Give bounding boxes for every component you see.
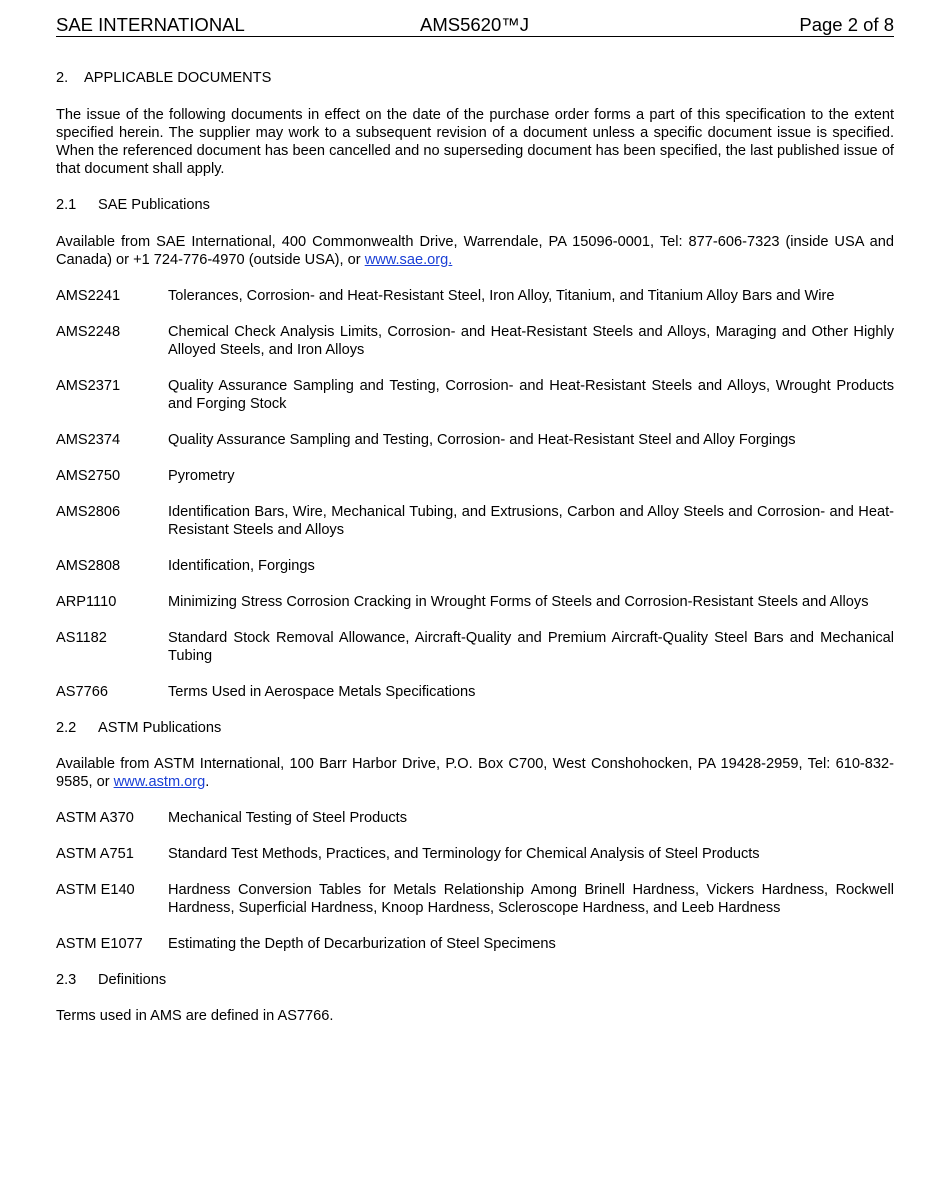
sae-link[interactable]: www.sae.org. xyxy=(364,252,453,268)
reference-code: AMS2374 xyxy=(56,432,121,448)
reference-item xyxy=(56,377,894,413)
definitions-text: Terms used in AMS are defined in AS7766. xyxy=(56,1008,334,1024)
section-title: APPLICABLE DOCUMENTS xyxy=(84,70,272,86)
reference-item xyxy=(56,503,894,539)
header-organization: SAE INTERNATIONAL xyxy=(56,14,245,35)
sae-availability-text: Available from SAE International, 400 Commonwealth Drive, Warrendale, PA 15096-0001, Tel: 877-606-7323 (inside USA and Canada) or +1 724-776-4970 (outside USA), or xyxy=(56,234,894,268)
reference-code: AS1182 xyxy=(56,630,107,646)
astm-heading xyxy=(56,719,894,737)
reference-item xyxy=(56,809,894,827)
reference-title: Standard Test Methods, Practices, and Terminology for Chemical Analysis of Steel Products xyxy=(168,846,760,862)
reference-title: Pyrometry xyxy=(168,468,235,484)
reference-item xyxy=(56,467,894,485)
definitions-number: 2.3 xyxy=(56,972,77,988)
sae-heading xyxy=(56,196,894,214)
reference-item xyxy=(56,287,894,305)
reference-title: Standard Stock Removal Allowance, Aircraft-Quality and Premium Aircraft-Quality Steel Bars and Mechanical Tubing xyxy=(168,630,894,664)
astm-number: 2.2 xyxy=(56,720,77,736)
sae-reference-list xyxy=(56,287,894,701)
astm-reference-list xyxy=(56,809,894,953)
reference-code: AMS2241 xyxy=(56,288,121,304)
reference-item xyxy=(56,845,894,863)
reference-title: Chemical Check Analysis Limits, Corrosion- and Heat-Resistant Steels and Alloys, Maraging and Other Highly Alloyed Steels, and Iron Alloys xyxy=(168,324,894,358)
reference-title: Terms Used in Aerospace Metals Specifications xyxy=(168,684,476,700)
reference-item xyxy=(56,683,894,701)
reference-title: Estimating the Depth of Decarburization of Steel Specimens xyxy=(168,936,556,952)
reference-code: ASTM A751 xyxy=(56,846,134,862)
reference-code: AMS2806 xyxy=(56,504,121,520)
sae-availability xyxy=(56,233,894,269)
reference-code: ASTM A370 xyxy=(56,810,134,826)
definitions-heading xyxy=(56,971,894,989)
astm-title: ASTM Publications xyxy=(98,720,222,736)
sae-title: SAE Publications xyxy=(98,197,210,213)
astm-link[interactable]: www.astm.org xyxy=(113,774,206,790)
definitions-title: Definitions xyxy=(98,972,167,988)
header-document-id: AMS5620™J xyxy=(420,14,529,35)
reference-item xyxy=(56,629,894,665)
reference-item xyxy=(56,431,894,449)
document-page xyxy=(56,14,894,1025)
reference-item xyxy=(56,593,894,611)
section-intro: The issue of the following documents in effect on the date of the purchase order forms a part of this specification to the extent specified herein. The supplier may work to a subsequent revision of a document unless a specific document issue is specified. When the referenced document has been cancelled and no superseding document has been specified, the last published issue of that document shall apply. xyxy=(56,107,894,177)
reference-title: Hardness Conversion Tables for Metals Relationship Among Brinell Hardness, Vickers Hardness, Rockwell Hardness, Superficial Hardness, Knoop Hardness, Scleroscope Hardness, and Leeb Hardness xyxy=(168,882,894,916)
section-heading xyxy=(56,69,894,87)
astm-availability xyxy=(56,755,894,791)
page-header xyxy=(56,14,894,37)
astm-availability-text: Available from ASTM International, 100 Barr Harbor Drive, P.O. Box C700, West Conshohocken, PA 19428-2959, Tel: 610-832-9585, or xyxy=(56,756,894,790)
reference-code: AMS2371 xyxy=(56,378,121,394)
header-page-number: Page 2 of 8 xyxy=(799,14,894,35)
reference-title: Quality Assurance Sampling and Testing, Corrosion- and Heat-Resistant Steel and Alloy Forgings xyxy=(168,432,796,448)
reference-title: Identification Bars, Wire, Mechanical Tubing, and Extrusions, Carbon and Alloy Steels and Corrosion- and Heat-Resistant Steels and Alloys xyxy=(168,504,894,538)
reference-title: Quality Assurance Sampling and Testing, Corrosion- and Heat-Resistant Steels and Alloys, Wrought Products and Forging Stock xyxy=(168,378,894,412)
section-number: 2. xyxy=(56,70,69,86)
sae-number: 2.1 xyxy=(56,197,77,213)
reference-code: AS7766 xyxy=(56,684,108,700)
reference-code: ASTM E1077 xyxy=(56,936,143,952)
reference-item xyxy=(56,323,894,359)
reference-code: ARP1110 xyxy=(56,594,117,610)
reference-item xyxy=(56,557,894,575)
reference-item xyxy=(56,881,894,917)
reference-title: Minimizing Stress Corrosion Cracking in Wrought Forms of Steels and Corrosion-Resistant Steels and Alloys xyxy=(168,594,869,610)
reference-code: ASTM E140 xyxy=(56,882,135,898)
astm-link-suffix: . xyxy=(205,774,210,790)
reference-code: AMS2750 xyxy=(56,468,121,484)
reference-title: Identification, Forgings xyxy=(168,558,315,574)
reference-code: AMS2808 xyxy=(56,558,121,574)
reference-item xyxy=(56,935,894,953)
reference-code: AMS2248 xyxy=(56,324,121,340)
reference-title: Tolerances, Corrosion- and Heat-Resistant Steel, Iron Alloy, Titanium, and Titanium Alloy Bars and Wire xyxy=(168,288,835,304)
reference-title: Mechanical Testing of Steel Products xyxy=(168,810,408,826)
